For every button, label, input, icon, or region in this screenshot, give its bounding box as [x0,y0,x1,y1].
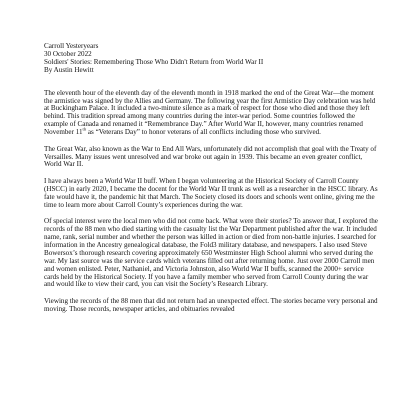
paragraph-1 [44,90,380,137]
paragraph-3-text: I have always been a World War II buff. When I began volunteering at the Historical Society of Carroll County (HSCC) in early 2020, I became the docent for the World War II trunk as well as a researcher in the HSCC library. As fate would have it, the pandemic hit that March. The Society closed its doors and schools went online, giving me the time to learn more about Carroll County’s experiences during the war. [44,176,378,209]
article [44,43,380,322]
byline: By Austin Hewitt [44,65,94,74]
paragraph-1-text: The eleventh hour of the eleventh day of the eleventh month in 1918 marked the end of the Great War—the moment the armistice was signed by the Allies and Germany. The following year the first Armistice Day celebration was held at Buckingham Palace. It included a two-minute silence as a mark of respect for those who died and those they left behind. This tradition spread among many countries during the inter-war period. Some countries followed the example of Canada and renamed it “Remembrance Day.” After World War II, however, many countries renamed November 11 [44,88,376,137]
ordinal-suffix: th [82,126,87,132]
paragraph-5 [44,298,380,314]
publication-date: 30 October 2022 [44,49,92,58]
paragraph-4-text: Of special interest were the local men who did not come back. What were their stories? To answer that, I explored the records of the 88 men who died starting with the casualty list the War Department published after the war. It included name, rank, serial number and whether the person was killed in action or died from non-battle injuries. I searched for information in the Ancestry genealogical database, the Fold3 military database, and newspapers. I also used Steve Bowersox’s thorough research covering approximately 650 Westminster High School alumni who served during the war. My last source was the service cards which veterans filled out after returning home. Just over 2000 Carroll men and women enlisted. Peter, Nathaniel, and Victoria Johnston, also World War II buffs, scanned the 2000+ service cards held by the Historical Society. If you have a family member who served from Carroll County during the war and would like to view their card, you can visit the Society’s Research Library. [44,217,378,289]
publication-name: Carroll Yesteryears [44,42,99,50]
paragraph-2 [44,146,380,170]
article-title: Soldiers' Stories: Remembering Those Who Didn't Return from World War II [44,57,264,66]
paragraph-4 [44,218,380,289]
paragraph-5-text: Viewing the records of the 88 men that did not return had an unexpected effect. The stories became very personal and moving. Those records, newspaper articles, and obituaries revealed [44,296,378,313]
paragraph-1-text-cont: as “Veterans Day” to honor veterans of all conflicts including those who survived. [86,128,321,137]
paragraph-3 [44,178,380,210]
article-header [44,43,380,75]
paragraph-2-text: The Great War, also known as the War to End All Wars, unfortunately did not accomplish that goal with the Treaty of Versailles. Many issues went unresolved and war broke out again in 1939. This became an even greater conflict, World War II. [44,144,377,169]
